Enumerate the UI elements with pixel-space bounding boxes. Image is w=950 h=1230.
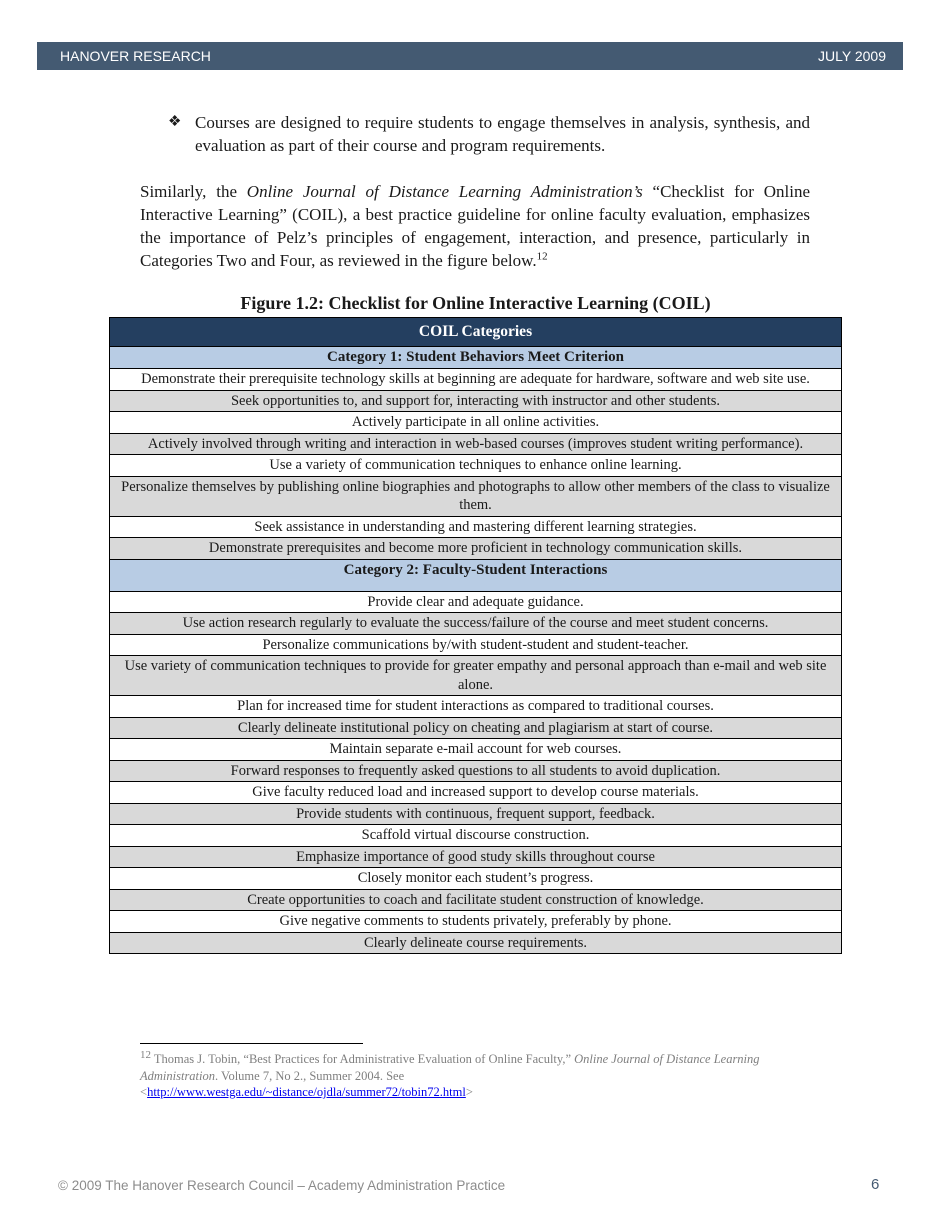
category-2-item: Create opportunities to coach and facilitate student construction of knowledge. [110, 889, 842, 911]
table-row [110, 591, 842, 613]
category-1-item: Seek assistance in understanding and mastering different learning strategies. [110, 516, 842, 538]
table-row [110, 516, 842, 538]
table-row [110, 433, 842, 455]
table-row [110, 868, 842, 890]
category-2-item: Maintain separate e-mail account for web courses. [110, 739, 842, 761]
header-organization: HANOVER RESEARCH [60, 48, 211, 64]
table-row [110, 656, 842, 696]
table-row [110, 634, 842, 656]
category-1-title: Category 1: Student Behaviors Meet Criterion [110, 347, 842, 369]
footnote-text-2: . Volume 7, No 2., Summer 2004. See [215, 1068, 405, 1083]
paragraph-rest: “Checklist for Online Interactive Learning” (COIL), a best practice guideline for online faculty evaluation, emphasizes the importance of Pelz’s principles of engagement, interaction, and presence, particularly in Categories Two and Four, as reviewed in the figure below. [140, 182, 810, 270]
category-2-item: Provide students with continuous, frequent support, feedback. [110, 803, 842, 825]
table-row [110, 889, 842, 911]
table-row [110, 390, 842, 412]
paragraph-lead: Similarly, the [140, 182, 247, 201]
footer-copyright: © 2009 The Hanover Research Council – Academy Administration Practice [58, 1178, 506, 1193]
page-header [37, 42, 903, 70]
category-2-item: Personalize communications by/with student-student and student-teacher. [110, 634, 842, 656]
table-row [110, 696, 842, 718]
category-2-item: Provide clear and adequate guidance. [110, 591, 842, 613]
category-row [110, 347, 842, 369]
footnote-journal: Online Journal of Distance Learning Administration [140, 1052, 760, 1083]
bullet-text: Courses are designed to require students to engage themselves in analysis, synthesis, and evaluation as part of their course and program requirements. [195, 113, 810, 155]
table-row [110, 455, 842, 477]
table-row [110, 369, 842, 391]
table-row [110, 932, 842, 954]
category-1-item: Actively participate in all online activities. [110, 412, 842, 434]
link-close-bracket: > [465, 1085, 473, 1099]
footnote-reference[interactable]: 12 [536, 250, 548, 263]
category-2-item: Use action research regularly to evaluate the success/failure of the course and meet student concerns. [110, 613, 842, 635]
category-1-item: Personalize themselves by publishing online biographies and photographs to allow other members of the class to visualize them. [110, 476, 842, 516]
table-row [110, 613, 842, 635]
category-2-item: Scaffold virtual discourse construction. [110, 825, 842, 847]
category-2-item: Emphasize importance of good study skills throughout course [110, 846, 842, 868]
category-2-item: Give negative comments to students privately, preferably by phone. [110, 911, 842, 933]
category-1-item: Demonstrate their prerequisite technology skills at beginning are adequate for hardware, software and web site use. [110, 369, 842, 391]
category-2-item: Clearly delineate course requirements. [110, 932, 842, 954]
footnote-number: 12 [140, 1048, 151, 1061]
category-2-title: Category 2: Faculty-Student Interactions [110, 559, 842, 591]
table-row [110, 538, 842, 560]
link-open-bracket: < [140, 1085, 148, 1099]
four-diamond-bullet-icon: ❖ [168, 114, 182, 130]
category-2-item: Closely monitor each student’s progress. [110, 868, 842, 890]
table-header-row [110, 318, 842, 347]
footnote-link[interactable]: http://www.westga.edu/~distance/ojdla/summer72/tobin72.html [147, 1085, 466, 1099]
coil-table [109, 317, 842, 954]
category-2-item: Plan for increased time for student interactions as compared to traditional courses. [110, 696, 842, 718]
table-row [110, 846, 842, 868]
table-row [110, 717, 842, 739]
table-row [110, 825, 842, 847]
body-paragraph [140, 180, 810, 272]
footnote-divider [140, 1043, 363, 1044]
category-2-item: Use variety of communication techniques to provide for greater empathy and personal approach than e-mail and web site alone. [110, 656, 842, 696]
table-header: COIL Categories [110, 318, 842, 347]
header-date: JULY 2009 [818, 48, 886, 64]
table-row [110, 476, 842, 516]
table-row [110, 760, 842, 782]
table-row [110, 911, 842, 933]
category-1-item: Use a variety of communication techniques to enhance online learning. [110, 455, 842, 477]
journal-title: Online Journal of Distance Learning Administration’s [246, 182, 643, 201]
category-1-item: Seek opportunities to, and support for, interacting with instructor and other students. [110, 390, 842, 412]
table-row [110, 803, 842, 825]
category-2-item: Give faculty reduced load and increased support to develop course materials. [110, 782, 842, 804]
figure-title: Figure 1.2: Checklist for Online Interactive Learning (COIL) [240, 293, 711, 313]
footnote-text-1: Thomas J. Tobin, “Best Practices for Administrative Evaluation of Online Faculty,” [151, 1052, 575, 1066]
category-2-item: Clearly delineate institutional policy on cheating and plagiarism at start of course. [110, 717, 842, 739]
category-1-item: Actively involved through writing and interaction in web-based courses (improves student writing performance). [110, 433, 842, 455]
table-row [110, 782, 842, 804]
footnote [140, 1048, 820, 1101]
category-1-item: Demonstrate prerequisites and become more proficient in technology communication skills. [110, 538, 842, 560]
bullet-item [168, 111, 810, 157]
table-row [110, 559, 842, 591]
table-row [110, 739, 842, 761]
page-number: 6 [871, 1176, 880, 1193]
category-2-item: Forward responses to frequently asked questions to all students to avoid duplication. [110, 760, 842, 782]
table-row [110, 412, 842, 434]
